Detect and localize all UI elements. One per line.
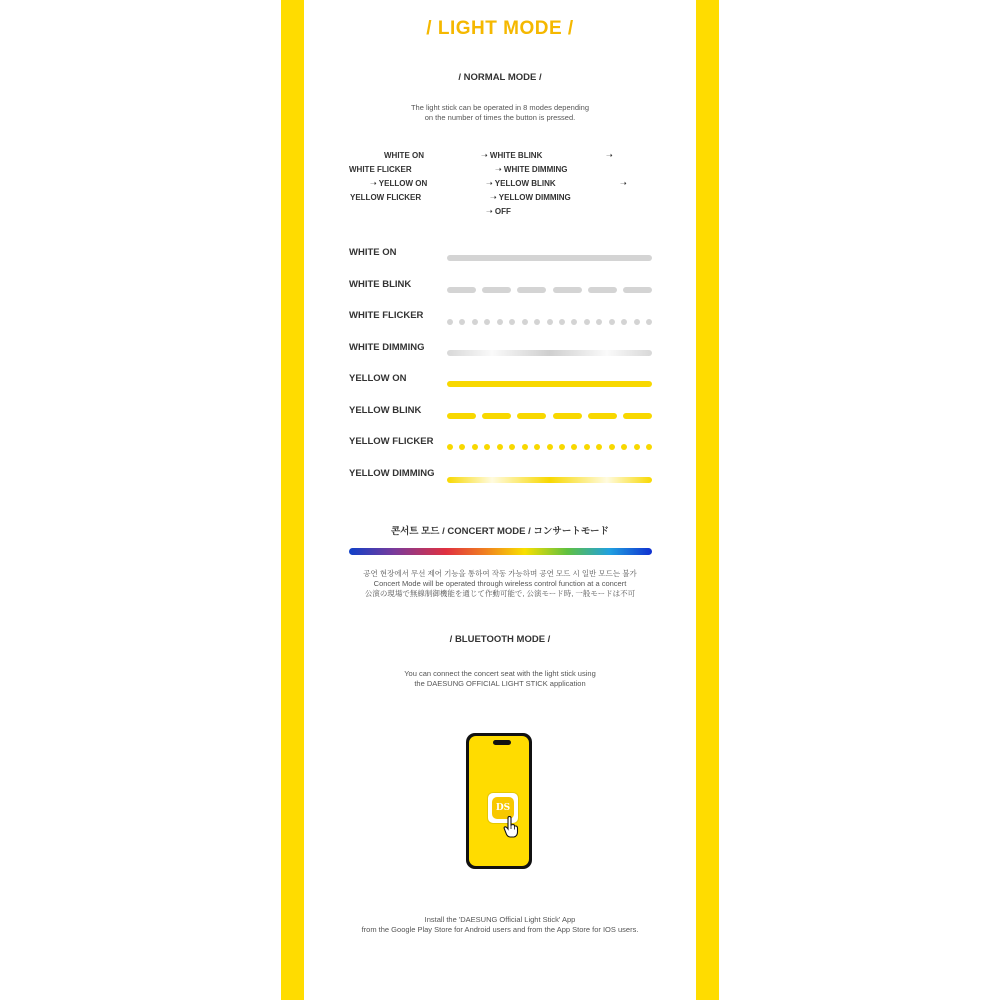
concert-desc-korean: 공연 현장에서 무선 제어 기능을 통하여 작동 가능하며 공연 모드 시 일반 모드는 불가	[363, 569, 637, 578]
concert-mode-heading: 콘서트 모드 / CONCERT MODE / コンサートモード	[390, 526, 610, 537]
normal-mode-heading: / NORMAL MODE /	[458, 72, 542, 83]
concert-desc-japanese: 公演の現場で無線制御機能を通じて作動可能で, 公演モード時, 一般モードは不可	[364, 589, 636, 598]
sequence-step: ➝ OFF	[486, 207, 511, 216]
mode-label-yellow-flicker: YELLOW FLICKER	[349, 436, 434, 447]
left-yellow-stripe	[281, 0, 304, 1000]
normal-mode-description	[304, 103, 696, 123]
sequence-step: ➝ WHITE BLINK	[481, 151, 543, 160]
yellow-flicker-bar	[447, 444, 652, 450]
bluetooth-mode-description	[304, 669, 696, 689]
concert-mode-description	[304, 569, 696, 599]
sequence-step: WHITE FLICKER	[349, 165, 412, 174]
smartphone-illustration	[466, 733, 532, 869]
normal-desc-line-1: The light stick can be operated in 8 modes depending	[410, 103, 590, 112]
sequence-step: ➝ YELLOW ON	[370, 179, 428, 188]
white-blink-bar	[447, 287, 652, 293]
sequence-step: ➝ WHITE DIMMING	[495, 165, 568, 174]
concert-desc-english: Concert Mode will be operated through wireless control function at a concert	[373, 579, 627, 588]
phone-notch	[493, 740, 511, 745]
install-line-1: Install the 'DAESUNG Official Light Stick' App	[424, 915, 576, 924]
install-line-2: from the Google Play Store for Android users and from the App Store for IOS users.	[361, 925, 639, 934]
bluetooth-mode-heading: / BLUETOOTH MODE /	[449, 634, 551, 645]
white-dimming-bar	[447, 350, 652, 356]
sequence-arrow: ➝	[606, 151, 613, 160]
mode-label-white-dimming: WHITE DIMMING	[349, 342, 425, 353]
pointing-hand-icon	[503, 816, 519, 838]
yellow-on-bar	[447, 381, 652, 387]
page-title: / LIGHT MODE /	[426, 18, 574, 39]
mode-label-yellow-dimming: YELLOW DIMMING	[349, 468, 435, 479]
concert-rainbow-bar	[349, 548, 652, 555]
sequence-step: YELLOW FLICKER	[350, 193, 422, 202]
bluetooth-desc-line-2: the DAESUNG OFFICIAL LIGHT STICK application	[414, 679, 586, 688]
mode-label-white-flicker: WHITE FLICKER	[349, 310, 424, 321]
mode-label-white-blink: WHITE BLINK	[349, 279, 412, 290]
normal-desc-line-2: on the number of times the button is pressed.	[424, 113, 576, 122]
bluetooth-desc-line-1: You can connect the concert seat with the light stick using	[404, 669, 596, 678]
sequence-step: ➝ YELLOW BLINK	[486, 179, 556, 188]
app-logo: DS	[492, 797, 514, 819]
yellow-blink-bar	[447, 413, 652, 419]
sequence-step: WHITE ON	[384, 151, 424, 160]
mode-label-yellow-blink: YELLOW BLINK	[349, 405, 422, 416]
sequence-arrow: ➝	[620, 179, 627, 188]
yellow-dimming-bar	[447, 477, 652, 483]
sequence-step: ➝ YELLOW DIMMING	[490, 193, 571, 202]
mode-label-white-on: WHITE ON	[349, 247, 397, 258]
white-on-bar	[447, 255, 652, 261]
white-flicker-bar	[447, 319, 652, 325]
right-yellow-stripe	[696, 0, 719, 1000]
phone-screen	[469, 736, 529, 866]
install-instructions	[304, 915, 696, 935]
mode-label-yellow-on: YELLOW ON	[349, 373, 407, 384]
